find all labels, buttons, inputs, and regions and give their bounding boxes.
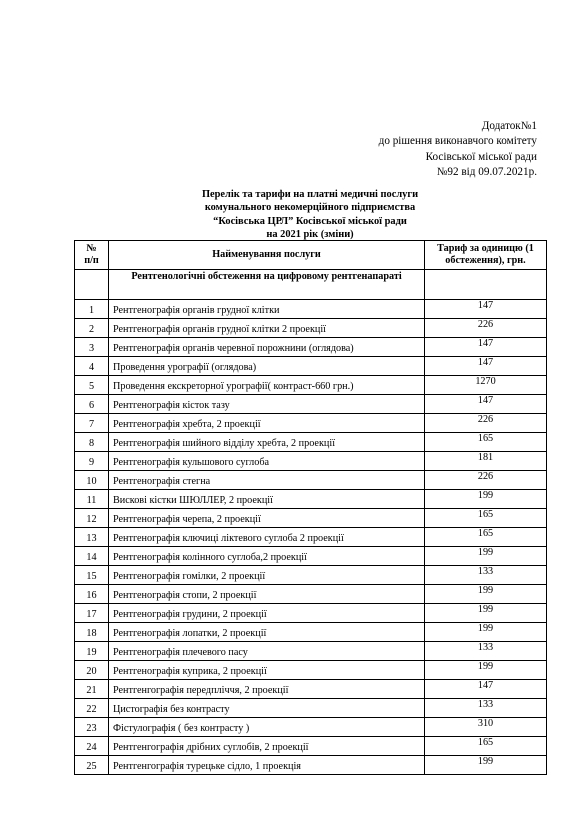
service-price: 165 [425,528,547,547]
section-title: Рентгенологічні обстеження на цифровому рентгенапараті [109,270,425,300]
table-row [75,661,547,680]
service-price: 226 [425,471,547,490]
service-name: Рентгенгографія дрібних суглобів, 2 проекції [109,737,425,756]
service-name: Рентгенографія стегна [109,471,425,490]
service-price: 165 [425,433,547,452]
row-number: 17 [75,604,109,623]
row-number: 2 [75,319,109,338]
row-number: 14 [75,547,109,566]
table-header-row [75,241,547,270]
service-name: Проведення урографії (оглядова) [109,357,425,376]
table-row [75,737,547,756]
row-number: 3 [75,338,109,357]
header-tariff: Тариф за одиницю (1 обстеження), грн. [425,241,547,270]
table-row [75,452,547,471]
appendix-block [277,119,537,181]
service-name: Рентгенографія хребта, 2 проекції [109,414,425,433]
row-number: 8 [75,433,109,452]
service-name: Рентгенографія гомілки, 2 проекції [109,566,425,585]
service-price: 147 [425,680,547,699]
table-row [75,338,547,357]
service-name: Рентгенографія грудини, 2 проекції [109,604,425,623]
service-price: 199 [425,547,547,566]
row-number: 24 [75,737,109,756]
table-row [75,471,547,490]
table-row [75,376,547,395]
table-row [75,414,547,433]
appendix-number-date: №92 від 09.07.2021р. [436,166,537,179]
service-name: Рентгенографія органів черевної порожнини (оглядова) [109,338,425,357]
table-row [75,490,547,509]
table-row [75,433,547,452]
service-name: Рентгенгографія турецьке сідло, 1 проекція [109,756,425,775]
row-number: 11 [75,490,109,509]
header-number [75,241,109,270]
service-name: Рентгенографія плечевого пасу [109,642,425,661]
service-price: 199 [425,490,547,509]
service-name: Рентгенографія колінного суглоба,2 проекції [109,547,425,566]
table-row [75,680,547,699]
document-heading [75,188,545,242]
table-row [75,585,547,604]
service-price: 310 [425,718,547,737]
row-number: 4 [75,357,109,376]
row-number: 20 [75,661,109,680]
table-row [75,604,547,623]
row-number: 15 [75,566,109,585]
row-number: 10 [75,471,109,490]
row-number: 5 [75,376,109,395]
service-name: Рентгенографія органів грудної клітки [109,300,425,319]
row-number: 1 [75,300,109,319]
service-name: Вискові кістки ШЮЛЛЕР, 2 проекції [109,490,425,509]
row-number: 21 [75,680,109,699]
table-row [75,547,547,566]
row-number: 16 [75,585,109,604]
service-price: 147 [425,395,547,414]
service-price: 147 [425,300,547,319]
row-number: 6 [75,395,109,414]
service-price: 181 [425,452,547,471]
service-name: Цистографія без контрасту [109,699,425,718]
table-row [75,718,547,737]
table-row [75,357,547,376]
row-number: 13 [75,528,109,547]
heading-line-2: комунального некомерційного підприємства [204,202,416,214]
header-number-text: № п/п [84,243,99,266]
row-number: 7 [75,414,109,433]
service-price: 133 [425,642,547,661]
service-name: Рентгенографія лопатки, 2 проекції [109,623,425,642]
row-number: 22 [75,699,109,718]
service-name: Рентгенографія ключиці ліктевого суглоба 2 проекції [109,528,425,547]
table-row [75,699,547,718]
service-price: 199 [425,756,547,775]
service-price: 133 [425,699,547,718]
service-price: 199 [425,661,547,680]
row-number: 9 [75,452,109,471]
header-service-name: Найменування послуги [109,241,425,270]
row-number: 18 [75,623,109,642]
heading-line-3: “Косівська ЦРЛ” Косівської міської ради [213,215,407,227]
heading-line-1: Перелік та тарифи на платні медичні послуги [201,189,419,200]
service-name: Рентгенографія стопи, 2 проекції [109,585,425,604]
service-price: 165 [425,737,547,756]
table-row [75,528,547,547]
table-row [75,756,547,775]
appendix-title: Додаток№1 [481,120,537,132]
service-price: 147 [425,338,547,357]
service-price: 199 [425,604,547,623]
service-name: Проведення екскреторної урографії( контраст-660 грн.) [109,376,425,395]
row-number: 19 [75,642,109,661]
row-number: 23 [75,718,109,737]
table-row [75,566,547,585]
table-row [75,319,547,338]
tariff-table [74,240,547,775]
service-name: Рентгенографія кісток тазу [109,395,425,414]
service-name: Фістулографія ( без контрасту ) [109,718,425,737]
service-name: Рентгенгографія передпліччя, 2 проекції [109,680,425,699]
service-price: 165 [425,509,547,528]
service-price: 133 [425,566,547,585]
table-row [75,395,547,414]
table-row [75,509,547,528]
service-price: 199 [425,623,547,642]
service-name: Рентгенографія кульшового суглоба [109,452,425,471]
service-name: Рентгенографія шийного відділу хребта, 2 проекції [109,433,425,452]
service-price: 226 [425,414,547,433]
appendix-decision: до рішення виконавчого комітету [378,135,537,148]
section-price-cell [425,270,547,300]
row-number: 12 [75,509,109,528]
service-price: 199 [425,585,547,604]
heading-line-4: на 2021 рік (зміни) [266,229,354,241]
service-name: Рентгенографія черепа, 2 проекції [109,509,425,528]
service-name: Рентгенографія органів грудної клітки 2 проекції [109,319,425,338]
section-row [75,270,547,300]
row-number: 25 [75,756,109,775]
table-row [75,623,547,642]
table-row [75,642,547,661]
service-name: Рентгенографія куприка, 2 проекції [109,661,425,680]
service-price: 147 [425,357,547,376]
service-price: 226 [425,319,547,338]
table-row [75,300,547,319]
appendix-council: Косівської міської ради [425,150,537,163]
section-number-cell [75,270,109,300]
service-price: 1270 [425,376,547,395]
